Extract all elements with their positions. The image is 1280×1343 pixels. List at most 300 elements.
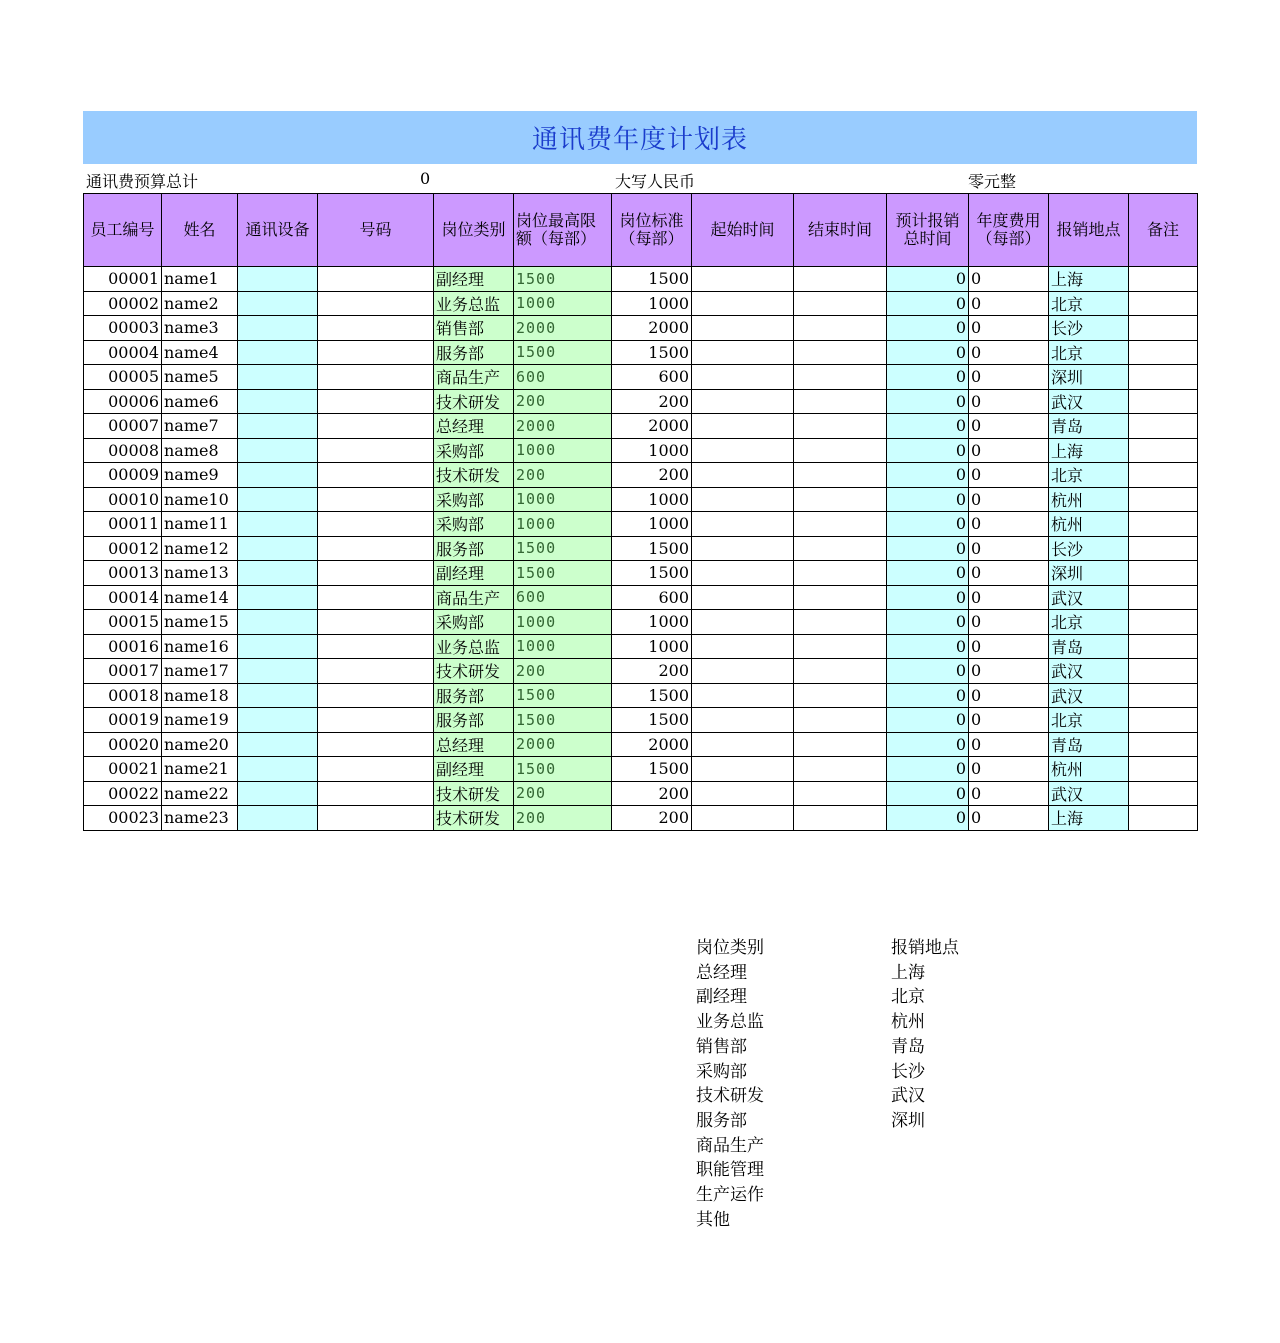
cell-category[interactable]: 技术研发 (434, 806, 514, 831)
cell-note[interactable] (1129, 316, 1198, 341)
cell-total-time[interactable]: 0 (887, 585, 969, 610)
budget-value[interactable]: 0 (420, 169, 431, 188)
cell-note[interactable] (1129, 561, 1198, 586)
cell-number[interactable] (318, 781, 434, 806)
cell-start[interactable] (692, 365, 794, 390)
cell-standard[interactable]: 1500 (612, 708, 692, 733)
cell-location[interactable]: 北京 (1049, 610, 1129, 635)
cell-end[interactable] (794, 414, 887, 439)
cell-total-time[interactable]: 0 (887, 781, 969, 806)
cell-total-time[interactable]: 0 (887, 487, 969, 512)
cell-name[interactable]: name18 (162, 683, 238, 708)
cell-max-limit[interactable]: 1000 (514, 610, 612, 635)
cell-id[interactable]: 00012 (84, 536, 162, 561)
cell-start[interactable] (692, 732, 794, 757)
cell-note[interactable] (1129, 585, 1198, 610)
cell-standard[interactable]: 200 (612, 389, 692, 414)
cell-max-limit[interactable]: 600 (514, 365, 612, 390)
cell-location[interactable]: 武汉 (1049, 683, 1129, 708)
cell-max-limit[interactable]: 200 (514, 389, 612, 414)
cell-annual-fee[interactable]: 0 (969, 708, 1049, 733)
cell-annual-fee[interactable]: 0 (969, 438, 1049, 463)
cell-annual-fee[interactable]: 0 (969, 732, 1049, 757)
cell-device[interactable] (238, 732, 318, 757)
cell-start[interactable] (692, 340, 794, 365)
cell-start[interactable] (692, 683, 794, 708)
cell-device[interactable] (238, 585, 318, 610)
cell-name[interactable]: name6 (162, 389, 238, 414)
cell-total-time[interactable]: 0 (887, 561, 969, 586)
cell-standard[interactable]: 1500 (612, 340, 692, 365)
cell-number[interactable] (318, 438, 434, 463)
cell-total-time[interactable]: 0 (887, 414, 969, 439)
cell-number[interactable] (318, 708, 434, 733)
cell-name[interactable]: name2 (162, 291, 238, 316)
cell-id[interactable]: 00015 (84, 610, 162, 635)
cell-standard[interactable]: 1500 (612, 536, 692, 561)
cell-id[interactable]: 00014 (84, 585, 162, 610)
cell-name[interactable]: name23 (162, 806, 238, 831)
cell-note[interactable] (1129, 732, 1198, 757)
cell-category[interactable]: 采购部 (434, 610, 514, 635)
cell-number[interactable] (318, 585, 434, 610)
cell-location[interactable]: 武汉 (1049, 389, 1129, 414)
cell-note[interactable] (1129, 781, 1198, 806)
cell-end[interactable] (794, 683, 887, 708)
cell-id[interactable]: 00017 (84, 659, 162, 684)
cell-location[interactable]: 杭州 (1049, 487, 1129, 512)
cell-category[interactable]: 副经理 (434, 561, 514, 586)
cell-category[interactable]: 业务总监 (434, 634, 514, 659)
cell-standard[interactable]: 1500 (612, 683, 692, 708)
cell-note[interactable] (1129, 659, 1198, 684)
cell-location[interactable]: 青岛 (1049, 732, 1129, 757)
cell-device[interactable] (238, 316, 318, 341)
cell-id[interactable]: 00005 (84, 365, 162, 390)
cell-note[interactable] (1129, 267, 1198, 292)
cell-number[interactable] (318, 732, 434, 757)
col-header[interactable]: 员工编号 (84, 194, 162, 267)
cell-standard[interactable]: 2000 (612, 414, 692, 439)
cell-standard[interactable]: 200 (612, 806, 692, 831)
cell-device[interactable] (238, 414, 318, 439)
cell-max-limit[interactable]: 1000 (514, 291, 612, 316)
cell-max-limit[interactable]: 1500 (514, 757, 612, 782)
cell-annual-fee[interactable]: 0 (969, 634, 1049, 659)
cell-standard[interactable]: 600 (612, 585, 692, 610)
cell-total-time[interactable]: 0 (887, 806, 969, 831)
cell-start[interactable] (692, 634, 794, 659)
cell-id[interactable]: 00011 (84, 512, 162, 537)
cell-annual-fee[interactable]: 0 (969, 291, 1049, 316)
cell-max-limit[interactable]: 200 (514, 781, 612, 806)
cell-note[interactable] (1129, 487, 1198, 512)
cell-id[interactable]: 00021 (84, 757, 162, 782)
cell-category[interactable]: 商品生产 (434, 585, 514, 610)
cell-location[interactable]: 武汉 (1049, 585, 1129, 610)
cell-note[interactable] (1129, 463, 1198, 488)
cell-number[interactable] (318, 512, 434, 537)
cell-end[interactable] (794, 316, 887, 341)
cell-max-limit[interactable]: 1500 (514, 536, 612, 561)
cell-category[interactable]: 总经理 (434, 732, 514, 757)
cell-device[interactable] (238, 438, 318, 463)
cell-device[interactable] (238, 634, 318, 659)
cell-start[interactable] (692, 806, 794, 831)
cell-id[interactable]: 00016 (84, 634, 162, 659)
cell-note[interactable] (1129, 512, 1198, 537)
cell-number[interactable] (318, 683, 434, 708)
col-header[interactable]: 姓名 (162, 194, 238, 267)
cell-max-limit[interactable]: 1000 (514, 634, 612, 659)
cell-annual-fee[interactable]: 0 (969, 659, 1049, 684)
cell-annual-fee[interactable]: 0 (969, 610, 1049, 635)
cell-location[interactable]: 青岛 (1049, 634, 1129, 659)
cell-standard[interactable]: 1500 (612, 561, 692, 586)
cell-number[interactable] (318, 291, 434, 316)
cell-id[interactable]: 00002 (84, 291, 162, 316)
cell-location[interactable]: 上海 (1049, 267, 1129, 292)
cell-end[interactable] (794, 781, 887, 806)
cell-start[interactable] (692, 585, 794, 610)
cell-number[interactable] (318, 463, 434, 488)
cell-number[interactable] (318, 414, 434, 439)
cell-start[interactable] (692, 291, 794, 316)
cell-device[interactable] (238, 487, 318, 512)
cell-max-limit[interactable]: 1000 (514, 512, 612, 537)
cell-device[interactable] (238, 291, 318, 316)
cell-total-time[interactable]: 0 (887, 536, 969, 561)
cell-start[interactable] (692, 463, 794, 488)
cell-device[interactable] (238, 267, 318, 292)
cell-standard[interactable]: 1000 (612, 487, 692, 512)
cell-total-time[interactable]: 0 (887, 340, 969, 365)
cell-annual-fee[interactable]: 0 (969, 316, 1049, 341)
cell-number[interactable] (318, 340, 434, 365)
capital-value[interactable]: 零元整 (968, 172, 1017, 191)
cell-name[interactable]: name20 (162, 732, 238, 757)
cell-total-time[interactable]: 0 (887, 708, 969, 733)
cell-category[interactable]: 技术研发 (434, 781, 514, 806)
cell-location[interactable]: 杭州 (1049, 512, 1129, 537)
cell-standard[interactable]: 1000 (612, 438, 692, 463)
cell-annual-fee[interactable]: 0 (969, 512, 1049, 537)
cell-note[interactable] (1129, 757, 1198, 782)
cell-device[interactable] (238, 659, 318, 684)
cell-id[interactable]: 00019 (84, 708, 162, 733)
col-header[interactable]: 年度费用（每部） (969, 194, 1049, 267)
cell-id[interactable]: 00009 (84, 463, 162, 488)
cell-device[interactable] (238, 536, 318, 561)
cell-total-time[interactable]: 0 (887, 463, 969, 488)
cell-end[interactable] (794, 365, 887, 390)
cell-device[interactable] (238, 610, 318, 635)
cell-standard[interactable]: 1000 (612, 512, 692, 537)
col-header[interactable]: 岗位类别 (434, 194, 514, 267)
cell-name[interactable]: name3 (162, 316, 238, 341)
cell-device[interactable] (238, 708, 318, 733)
cell-location[interactable]: 杭州 (1049, 757, 1129, 782)
cell-device[interactable] (238, 757, 318, 782)
cell-start[interactable] (692, 659, 794, 684)
cell-note[interactable] (1129, 536, 1198, 561)
cell-note[interactable] (1129, 708, 1198, 733)
cell-start[interactable] (692, 316, 794, 341)
cell-standard[interactable]: 2000 (612, 732, 692, 757)
cell-total-time[interactable]: 0 (887, 267, 969, 292)
cell-category[interactable]: 服务部 (434, 683, 514, 708)
cell-max-limit[interactable]: 1500 (514, 340, 612, 365)
cell-annual-fee[interactable]: 0 (969, 340, 1049, 365)
cell-category[interactable]: 副经理 (434, 757, 514, 782)
cell-category[interactable]: 销售部 (434, 316, 514, 341)
cell-name[interactable]: name7 (162, 414, 238, 439)
cell-max-limit[interactable]: 200 (514, 806, 612, 831)
col-header[interactable]: 通讯设备 (238, 194, 318, 267)
cell-number[interactable] (318, 757, 434, 782)
cell-name[interactable]: name14 (162, 585, 238, 610)
cell-id[interactable]: 00004 (84, 340, 162, 365)
title-banner[interactable] (83, 111, 1197, 164)
cell-note[interactable] (1129, 414, 1198, 439)
cell-total-time[interactable]: 0 (887, 316, 969, 341)
cell-category[interactable]: 商品生产 (434, 365, 514, 390)
cell-name[interactable]: name12 (162, 536, 238, 561)
cell-device[interactable] (238, 683, 318, 708)
cell-max-limit[interactable]: 200 (514, 463, 612, 488)
cell-category[interactable]: 服务部 (434, 536, 514, 561)
cell-start[interactable] (692, 610, 794, 635)
cell-end[interactable] (794, 536, 887, 561)
cell-name[interactable]: name15 (162, 610, 238, 635)
cell-max-limit[interactable]: 1000 (514, 438, 612, 463)
cell-number[interactable] (318, 365, 434, 390)
cell-end[interactable] (794, 659, 887, 684)
cell-number[interactable] (318, 610, 434, 635)
cell-end[interactable] (794, 267, 887, 292)
cell-start[interactable] (692, 414, 794, 439)
cell-location[interactable]: 上海 (1049, 806, 1129, 831)
cell-device[interactable] (238, 561, 318, 586)
cell-location[interactable]: 青岛 (1049, 414, 1129, 439)
cell-number[interactable] (318, 487, 434, 512)
cell-end[interactable] (794, 463, 887, 488)
cell-category[interactable]: 服务部 (434, 340, 514, 365)
cell-id[interactable]: 00003 (84, 316, 162, 341)
cell-number[interactable] (318, 316, 434, 341)
cell-name[interactable]: name13 (162, 561, 238, 586)
cell-category[interactable]: 服务部 (434, 708, 514, 733)
cell-name[interactable]: name8 (162, 438, 238, 463)
cell-name[interactable]: name19 (162, 708, 238, 733)
cell-device[interactable] (238, 781, 318, 806)
cell-end[interactable] (794, 708, 887, 733)
cell-end[interactable] (794, 732, 887, 757)
cell-category[interactable]: 总经理 (434, 414, 514, 439)
cell-annual-fee[interactable]: 0 (969, 389, 1049, 414)
cell-standard[interactable]: 1500 (612, 267, 692, 292)
cell-max-limit[interactable]: 2000 (514, 414, 612, 439)
cell-number[interactable] (318, 536, 434, 561)
cell-id[interactable]: 00020 (84, 732, 162, 757)
cell-total-time[interactable]: 0 (887, 732, 969, 757)
cell-max-limit[interactable]: 1500 (514, 708, 612, 733)
cell-start[interactable] (692, 561, 794, 586)
cell-total-time[interactable]: 0 (887, 683, 969, 708)
col-header[interactable]: 预计报销总时间 (887, 194, 969, 267)
cell-standard[interactable]: 200 (612, 659, 692, 684)
cell-location[interactable]: 北京 (1049, 340, 1129, 365)
col-header[interactable]: 结束时间 (794, 194, 887, 267)
cell-total-time[interactable]: 0 (887, 438, 969, 463)
cell-name[interactable]: name9 (162, 463, 238, 488)
col-header[interactable]: 报销地点 (1049, 194, 1129, 267)
col-header[interactable]: 岗位标准（每部） (612, 194, 692, 267)
cell-standard[interactable]: 1500 (612, 757, 692, 782)
cell-name[interactable]: name5 (162, 365, 238, 390)
cell-location[interactable]: 深圳 (1049, 561, 1129, 586)
cell-location[interactable]: 北京 (1049, 708, 1129, 733)
cell-device[interactable] (238, 340, 318, 365)
cell-id[interactable]: 00013 (84, 561, 162, 586)
cell-number[interactable] (318, 389, 434, 414)
cell-note[interactable] (1129, 340, 1198, 365)
cell-device[interactable] (238, 389, 318, 414)
cell-number[interactable] (318, 659, 434, 684)
cell-start[interactable] (692, 536, 794, 561)
cell-end[interactable] (794, 634, 887, 659)
cell-location[interactable]: 上海 (1049, 438, 1129, 463)
cell-note[interactable] (1129, 438, 1198, 463)
cell-annual-fee[interactable]: 0 (969, 781, 1049, 806)
cell-end[interactable] (794, 291, 887, 316)
cell-standard[interactable]: 200 (612, 463, 692, 488)
cell-total-time[interactable]: 0 (887, 389, 969, 414)
cell-location[interactable]: 长沙 (1049, 316, 1129, 341)
cell-location[interactable]: 武汉 (1049, 781, 1129, 806)
cell-location[interactable]: 武汉 (1049, 659, 1129, 684)
cell-name[interactable]: name21 (162, 757, 238, 782)
cell-note[interactable] (1129, 365, 1198, 390)
cell-number[interactable] (318, 561, 434, 586)
cell-location[interactable]: 深圳 (1049, 365, 1129, 390)
cell-location[interactable]: 长沙 (1049, 536, 1129, 561)
cell-annual-fee[interactable]: 0 (969, 806, 1049, 831)
cell-category[interactable]: 技术研发 (434, 463, 514, 488)
col-header[interactable]: 号码 (318, 194, 434, 267)
cell-start[interactable] (692, 781, 794, 806)
cell-id[interactable]: 00010 (84, 487, 162, 512)
cell-annual-fee[interactable]: 0 (969, 561, 1049, 586)
cell-end[interactable] (794, 585, 887, 610)
cell-category[interactable]: 技术研发 (434, 389, 514, 414)
cell-id[interactable]: 00008 (84, 438, 162, 463)
cell-annual-fee[interactable]: 0 (969, 267, 1049, 292)
cell-start[interactable] (692, 487, 794, 512)
cell-max-limit[interactable]: 1500 (514, 267, 612, 292)
cell-end[interactable] (794, 757, 887, 782)
cell-note[interactable] (1129, 389, 1198, 414)
cell-number[interactable] (318, 806, 434, 831)
cell-name[interactable]: name1 (162, 267, 238, 292)
cell-location[interactable]: 北京 (1049, 291, 1129, 316)
cell-standard[interactable]: 1000 (612, 634, 692, 659)
cell-end[interactable] (794, 389, 887, 414)
cell-total-time[interactable]: 0 (887, 512, 969, 537)
cell-start[interactable] (692, 757, 794, 782)
cell-start[interactable] (692, 267, 794, 292)
col-header[interactable]: 岗位最高限额（每部） (514, 194, 612, 267)
cell-annual-fee[interactable]: 0 (969, 463, 1049, 488)
cell-standard[interactable]: 200 (612, 781, 692, 806)
cell-total-time[interactable]: 0 (887, 365, 969, 390)
cell-name[interactable]: name16 (162, 634, 238, 659)
cell-standard[interactable]: 2000 (612, 316, 692, 341)
cell-total-time[interactable]: 0 (887, 610, 969, 635)
cell-end[interactable] (794, 610, 887, 635)
cell-device[interactable] (238, 365, 318, 390)
cell-note[interactable] (1129, 806, 1198, 831)
cell-standard[interactable]: 1000 (612, 610, 692, 635)
cell-end[interactable] (794, 512, 887, 537)
cell-total-time[interactable]: 0 (887, 659, 969, 684)
cell-name[interactable]: name22 (162, 781, 238, 806)
cell-note[interactable] (1129, 610, 1198, 635)
cell-note[interactable] (1129, 634, 1198, 659)
cell-end[interactable] (794, 340, 887, 365)
cell-category[interactable]: 副经理 (434, 267, 514, 292)
cell-location[interactable]: 北京 (1049, 463, 1129, 488)
col-header[interactable]: 备注 (1129, 194, 1198, 267)
cell-total-time[interactable]: 0 (887, 757, 969, 782)
cell-device[interactable] (238, 512, 318, 537)
cell-name[interactable]: name11 (162, 512, 238, 537)
cell-category[interactable]: 业务总监 (434, 291, 514, 316)
cell-max-limit[interactable]: 2000 (514, 316, 612, 341)
cell-end[interactable] (794, 806, 887, 831)
cell-max-limit[interactable]: 600 (514, 585, 612, 610)
cell-annual-fee[interactable]: 0 (969, 536, 1049, 561)
cell-device[interactable] (238, 463, 318, 488)
cell-start[interactable] (692, 438, 794, 463)
cell-total-time[interactable]: 0 (887, 634, 969, 659)
cell-category[interactable]: 采购部 (434, 487, 514, 512)
cell-category[interactable]: 采购部 (434, 438, 514, 463)
cell-max-limit[interactable]: 1000 (514, 487, 612, 512)
cell-device[interactable] (238, 806, 318, 831)
cell-standard[interactable]: 1000 (612, 291, 692, 316)
cell-start[interactable] (692, 389, 794, 414)
cell-end[interactable] (794, 438, 887, 463)
cell-id[interactable]: 00023 (84, 806, 162, 831)
cell-annual-fee[interactable]: 0 (969, 683, 1049, 708)
cell-end[interactable] (794, 561, 887, 586)
cell-id[interactable]: 00006 (84, 389, 162, 414)
cell-name[interactable]: name4 (162, 340, 238, 365)
cell-max-limit[interactable]: 1500 (514, 561, 612, 586)
cell-max-limit[interactable]: 1500 (514, 683, 612, 708)
cell-note[interactable] (1129, 291, 1198, 316)
cell-annual-fee[interactable]: 0 (969, 757, 1049, 782)
cell-standard[interactable]: 600 (612, 365, 692, 390)
cell-id[interactable]: 00022 (84, 781, 162, 806)
cell-category[interactable]: 采购部 (434, 512, 514, 537)
col-header[interactable]: 起始时间 (692, 194, 794, 267)
cell-id[interactable]: 00001 (84, 267, 162, 292)
cell-annual-fee[interactable]: 0 (969, 487, 1049, 512)
cell-number[interactable] (318, 634, 434, 659)
cell-id[interactable]: 00007 (84, 414, 162, 439)
